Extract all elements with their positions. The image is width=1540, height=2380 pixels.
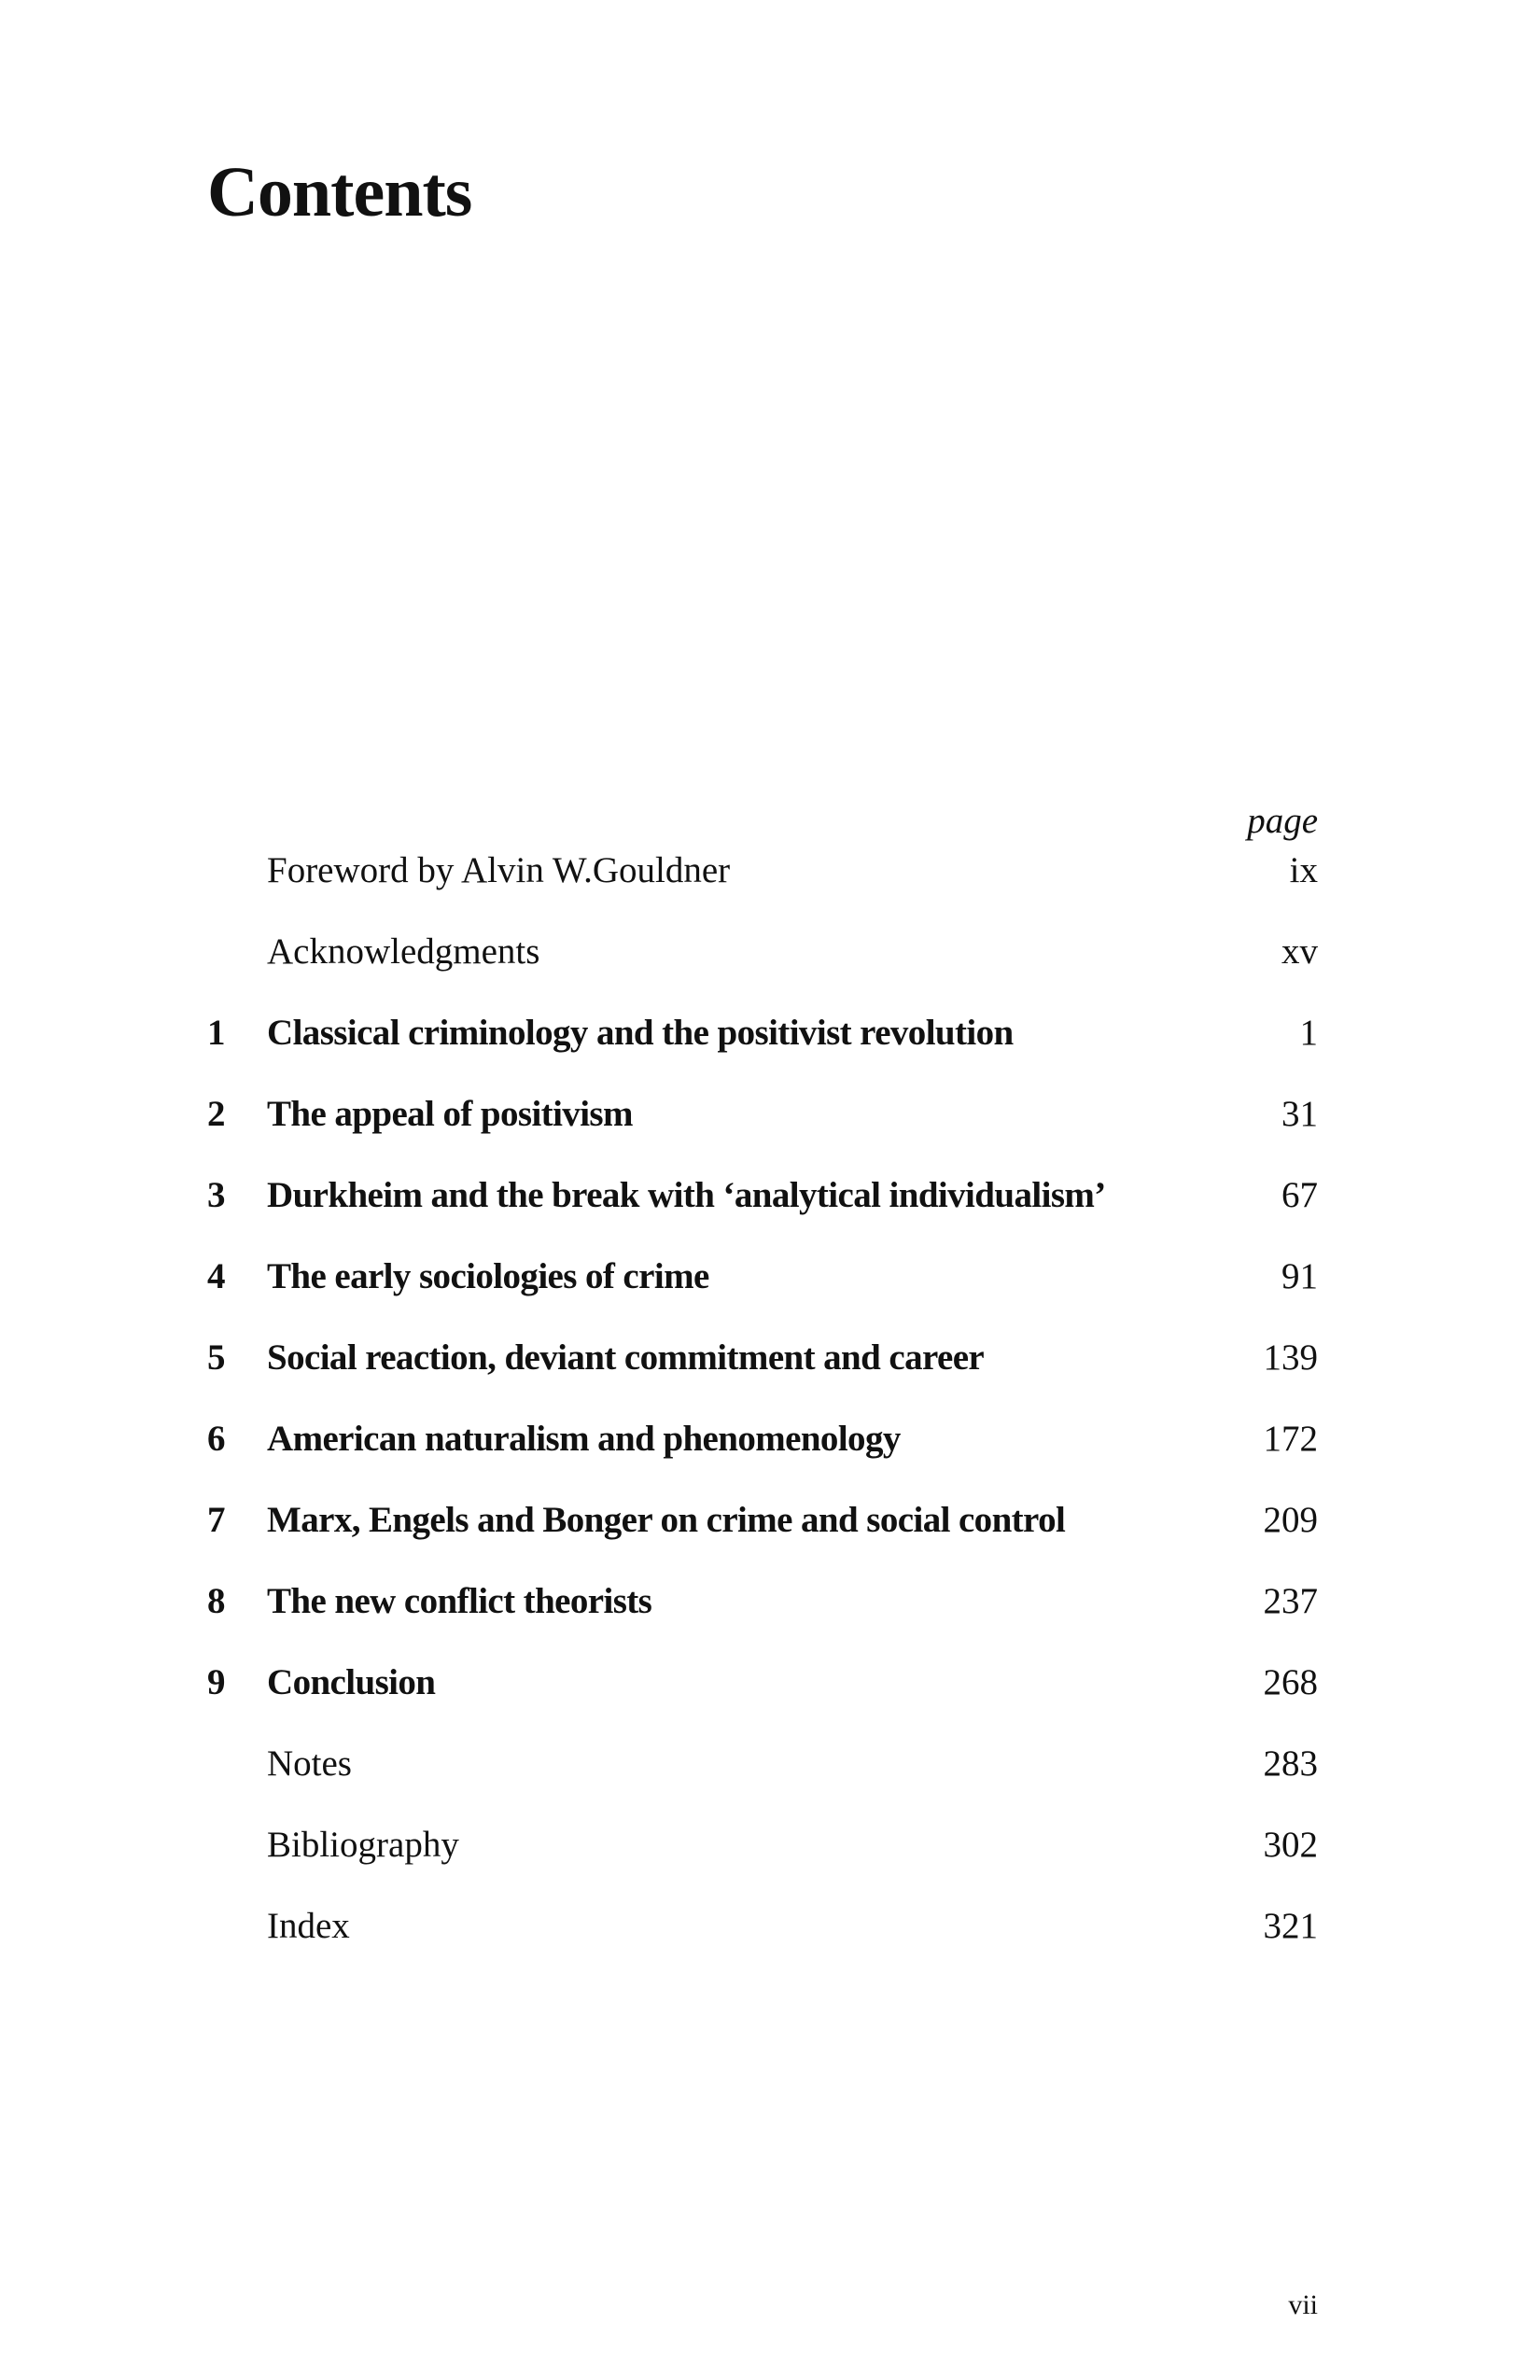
toc-entry-index[interactable] xyxy=(207,1899,1318,1981)
toc-entry-chapter-3[interactable] xyxy=(207,1169,1318,1250)
toc-entry-number: 1 xyxy=(207,1013,225,1053)
toc-entry-page: 237 xyxy=(1263,1581,1318,1621)
toc-entry-number: 3 xyxy=(207,1175,225,1215)
toc-entry-chapter-7[interactable] xyxy=(207,1493,1318,1575)
toc-entry-chapter-8[interactable] xyxy=(207,1575,1318,1656)
toc-entry-page: ix xyxy=(1289,850,1318,890)
toc-entry-page: 67 xyxy=(1281,1175,1318,1215)
toc-entry-number: 6 xyxy=(207,1419,225,1459)
page-number: vii xyxy=(1288,2289,1318,2320)
page-column-label: page xyxy=(1247,801,1318,841)
toc-entry-page: 283 xyxy=(1263,1743,1318,1784)
toc-entry-bibliography[interactable] xyxy=(207,1818,1318,1899)
toc-entry-page: 139 xyxy=(1263,1337,1318,1378)
toc-entry-title: Classical criminology and the positivist revolution xyxy=(267,1013,1014,1053)
toc-entry-page: 302 xyxy=(1263,1825,1318,1865)
toc-entry-number: 7 xyxy=(207,1500,225,1540)
toc-entry-page: 1 xyxy=(1299,1013,1318,1053)
toc-entry-number: 5 xyxy=(207,1337,225,1378)
toc-entry-chapter-1[interactable] xyxy=(207,1006,1318,1087)
toc-entry-chapter-9[interactable] xyxy=(207,1656,1318,1737)
toc-entry-chapter-6[interactable] xyxy=(207,1412,1318,1493)
table-of-contents xyxy=(207,844,1318,1981)
toc-entry-page: 268 xyxy=(1263,1662,1318,1702)
toc-entry-title: Notes xyxy=(267,1743,352,1784)
toc-entry-number: 8 xyxy=(207,1581,225,1621)
page-title: Contents xyxy=(207,153,472,231)
toc-entry-title: Conclusion xyxy=(267,1662,436,1702)
toc-entry-title: American naturalism and phenomenology xyxy=(267,1419,901,1459)
toc-entry-page: 91 xyxy=(1281,1256,1318,1296)
toc-entry-title: Foreword by Alvin W.Gouldner xyxy=(267,850,731,890)
toc-entry-page: 31 xyxy=(1281,1094,1318,1134)
toc-entry-number: 9 xyxy=(207,1662,225,1702)
toc-entry-title: The appeal of positivism xyxy=(267,1094,633,1134)
toc-entry-chapter-4[interactable] xyxy=(207,1250,1318,1331)
toc-entry-chapter-5[interactable] xyxy=(207,1331,1318,1412)
toc-entry-page: 209 xyxy=(1263,1500,1318,1540)
toc-entry-page: 172 xyxy=(1263,1419,1318,1459)
toc-entry-title: Durkheim and the break with ‘analytical individualism’ xyxy=(267,1175,1106,1215)
toc-entry-page: xv xyxy=(1281,931,1318,972)
toc-entry-title: Marx, Engels and Bonger on crime and social control xyxy=(267,1500,1066,1540)
toc-entry-chapter-2[interactable] xyxy=(207,1087,1318,1169)
toc-entry-title: The early sociologies of crime xyxy=(267,1256,709,1296)
toc-entry-title: Acknowledgments xyxy=(267,931,540,972)
toc-entry-number: 2 xyxy=(207,1094,225,1134)
toc-entry-number: 4 xyxy=(207,1256,225,1296)
toc-entry-title: Social reaction, deviant commitment and career xyxy=(267,1337,985,1378)
toc-entry-page: 321 xyxy=(1263,1906,1318,1946)
toc-entry-acknowledgments[interactable] xyxy=(207,925,1318,1006)
toc-entry-foreword[interactable] xyxy=(207,844,1318,925)
toc-entry-title: Bibliography xyxy=(267,1825,459,1865)
toc-entry-notes[interactable] xyxy=(207,1737,1318,1818)
toc-entry-title: Index xyxy=(267,1906,350,1946)
toc-entry-title: The new conflict theorists xyxy=(267,1581,652,1621)
